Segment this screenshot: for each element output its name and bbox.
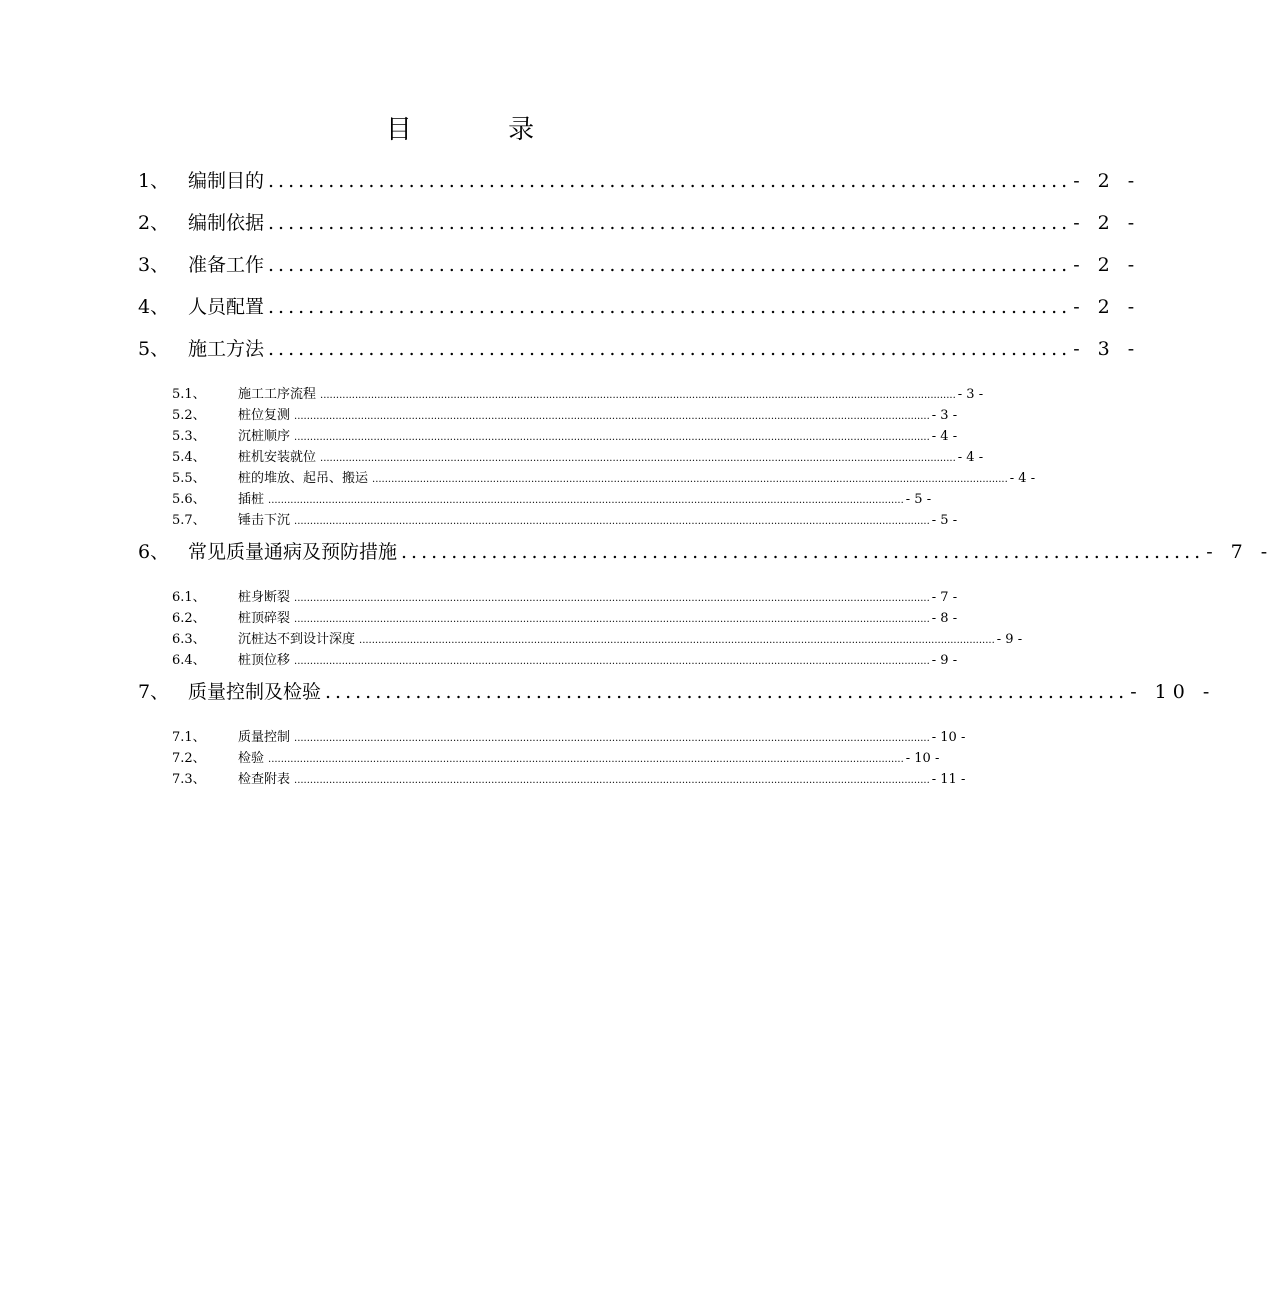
toc-entry-label: 检验 — [238, 751, 265, 766]
toc-dot-leader: ................................................................................ — [325, 681, 1129, 703]
toc-dot-leader: ................................................................................ — [268, 254, 1072, 276]
toc-dot-leader: ........................................................................................................................................................................................................ — [294, 432, 930, 443]
toc-subentry[interactable] — [138, 489, 932, 510]
toc-subentry[interactable] — [138, 748, 940, 769]
toc-page-number: - 2 - — [1073, 254, 1141, 276]
toc-page-number: - 2 - — [1073, 296, 1141, 318]
toc-dot-leader: ........................................................................................................................................................................................................ — [268, 754, 904, 765]
toc-dot-leader: ........................................................................................................................................................................................................ — [268, 495, 904, 506]
toc-spacer — [138, 573, 780, 587]
toc-spacer — [138, 370, 780, 384]
toc-dot-leader: ................................................................................ — [401, 541, 1205, 563]
toc-entry-label: 沉桩达不到设计深度 — [238, 632, 356, 647]
toc-entry-number: 2、 — [138, 212, 170, 234]
toc-entry[interactable] — [138, 286, 1141, 328]
table-of-contents — [138, 160, 1273, 790]
toc-entry-number: 7.2、 — [172, 751, 206, 766]
toc-dot-leader: ........................................................................................................................................................................................................ — [320, 390, 956, 401]
toc-dot-leader: ................................................................................ — [268, 170, 1072, 192]
toc-page-number: - 4 - — [957, 450, 984, 465]
toc-subentry[interactable] — [138, 608, 958, 629]
toc-page-number: - 3 - — [957, 387, 984, 402]
toc-subentry[interactable] — [138, 510, 958, 531]
toc-subentry[interactable] — [138, 769, 966, 790]
toc-entry-number: 7.1、 — [172, 730, 206, 745]
toc-dot-leader: ................................................................................ — [268, 338, 1072, 360]
toc-entry[interactable] — [138, 202, 1141, 244]
toc-spacer — [138, 713, 780, 727]
toc-entry-label: 编制目的 — [188, 170, 265, 192]
toc-subentry[interactable] — [138, 405, 958, 426]
toc-subentry[interactable] — [138, 727, 966, 748]
toc-entry-label: 插桩 — [238, 492, 265, 507]
toc-dot-leader: ........................................................................................................................................................................................................ — [359, 635, 995, 646]
toc-page-number: - 11 - — [931, 772, 966, 787]
toc-page-number: - 4 - — [931, 429, 958, 444]
toc-page-number: - 2 - — [1073, 212, 1141, 234]
toc-entry-label: 编制依据 — [188, 212, 265, 234]
toc-dot-leader: ........................................................................................................................................................................................................ — [294, 411, 930, 422]
toc-page-number: - 7 - — [1206, 541, 1273, 563]
toc-entry-label: 锤击下沉 — [238, 513, 291, 528]
toc-entry[interactable] — [138, 671, 1216, 713]
toc-page-number: - 7 - — [931, 590, 958, 605]
toc-dot-leader: ........................................................................................................................................................................................................ — [372, 474, 1008, 485]
toc-entry-label: 沉桩顺序 — [238, 429, 291, 444]
toc-subentry[interactable] — [138, 426, 958, 447]
toc-dot-leader: ........................................................................................................................................................................................................ — [294, 516, 930, 527]
toc-page-number: - 10 - — [931, 730, 966, 745]
toc-entry[interactable] — [138, 328, 1141, 370]
toc-entry-number: 5.6、 — [172, 492, 206, 507]
toc-entry-label: 桩机安装就位 — [238, 450, 317, 465]
toc-dot-leader: ................................................................................ — [268, 296, 1072, 318]
toc-entry-number: 7、 — [138, 681, 170, 703]
toc-entry-number: 4、 — [138, 296, 170, 318]
toc-page-number: - 2 - — [1073, 170, 1141, 192]
toc-title: 目 录 — [385, 115, 579, 145]
toc-entry-label: 质量控制 — [238, 730, 291, 745]
toc-entry-number: 5、 — [138, 338, 170, 360]
toc-entry-number: 7.3、 — [172, 772, 206, 787]
toc-entry-label: 质量控制及检验 — [188, 681, 322, 703]
toc-entry-label: 桩顶碎裂 — [238, 611, 291, 626]
toc-page-number: - 3 - — [1073, 338, 1141, 360]
toc-entry-number: 5.5、 — [172, 471, 206, 486]
toc-page-number: - 5 - — [905, 492, 932, 507]
toc-subentry[interactable] — [138, 447, 984, 468]
toc-subentry[interactable] — [138, 468, 1036, 489]
toc-entry-label: 准备工作 — [188, 254, 265, 276]
toc-entry-label: 桩位复测 — [238, 408, 291, 423]
toc-entry-number: 6.3、 — [172, 632, 206, 647]
toc-entry-number: 5.2、 — [172, 408, 206, 423]
toc-entry-number: 6.4、 — [172, 653, 206, 668]
toc-entry-label: 桩顶位移 — [238, 653, 291, 668]
toc-dot-leader: ................................................................................ — [268, 212, 1072, 234]
toc-entry-label: 桩的堆放、起吊、搬运 — [238, 471, 369, 486]
toc-dot-leader: ........................................................................................................................................................................................................ — [294, 614, 930, 625]
toc-page-number: - 9 - — [996, 632, 1023, 647]
toc-subentry[interactable] — [138, 629, 1023, 650]
toc-entry[interactable] — [138, 244, 1141, 286]
toc-dot-leader: ........................................................................................................................................................................................................ — [294, 775, 930, 786]
toc-entry-number: 5.1、 — [172, 387, 206, 402]
toc-entry-label: 施工工序流程 — [238, 387, 317, 402]
toc-page-number: - 8 - — [931, 611, 958, 626]
toc-entry[interactable] — [138, 531, 1273, 573]
toc-page-number: - 10 - — [905, 751, 940, 766]
toc-entry-number: 5.3、 — [172, 429, 206, 444]
toc-page-number: - 3 - — [931, 408, 958, 423]
toc-page-number: - 10 - — [1130, 681, 1216, 703]
toc-entry-number: 1、 — [138, 170, 170, 192]
toc-entry-number: 6.1、 — [172, 590, 206, 605]
toc-dot-leader: ........................................................................................................................................................................................................ — [294, 593, 930, 604]
toc-dot-leader: ........................................................................................................................................................................................................ — [294, 656, 930, 667]
toc-entry-label: 桩身断裂 — [238, 590, 291, 605]
toc-entry-number: 5.4、 — [172, 450, 206, 465]
toc-subentry[interactable] — [138, 384, 984, 405]
toc-dot-leader: ........................................................................................................................................................................................................ — [294, 733, 930, 744]
toc-page-number: - 4 - — [1009, 471, 1036, 486]
toc-subentry[interactable] — [138, 587, 958, 608]
toc-entry-number: 3、 — [138, 254, 170, 276]
toc-subentry[interactable] — [138, 650, 958, 671]
toc-entry-number: 6.2、 — [172, 611, 206, 626]
toc-dot-leader: ........................................................................................................................................................................................................ — [320, 453, 956, 464]
toc-entry[interactable] — [138, 160, 1141, 202]
toc-entry-number: 6、 — [138, 541, 170, 563]
toc-entry-label: 施工方法 — [188, 338, 265, 360]
toc-entry-number: 5.7、 — [172, 513, 206, 528]
toc-page-number: - 5 - — [931, 513, 958, 528]
toc-entry-label: 常见质量通病及预防措施 — [188, 541, 398, 563]
toc-page-number: - 9 - — [931, 653, 958, 668]
toc-entry-label: 人员配置 — [188, 296, 265, 318]
toc-entry-label: 检查附表 — [238, 772, 291, 787]
